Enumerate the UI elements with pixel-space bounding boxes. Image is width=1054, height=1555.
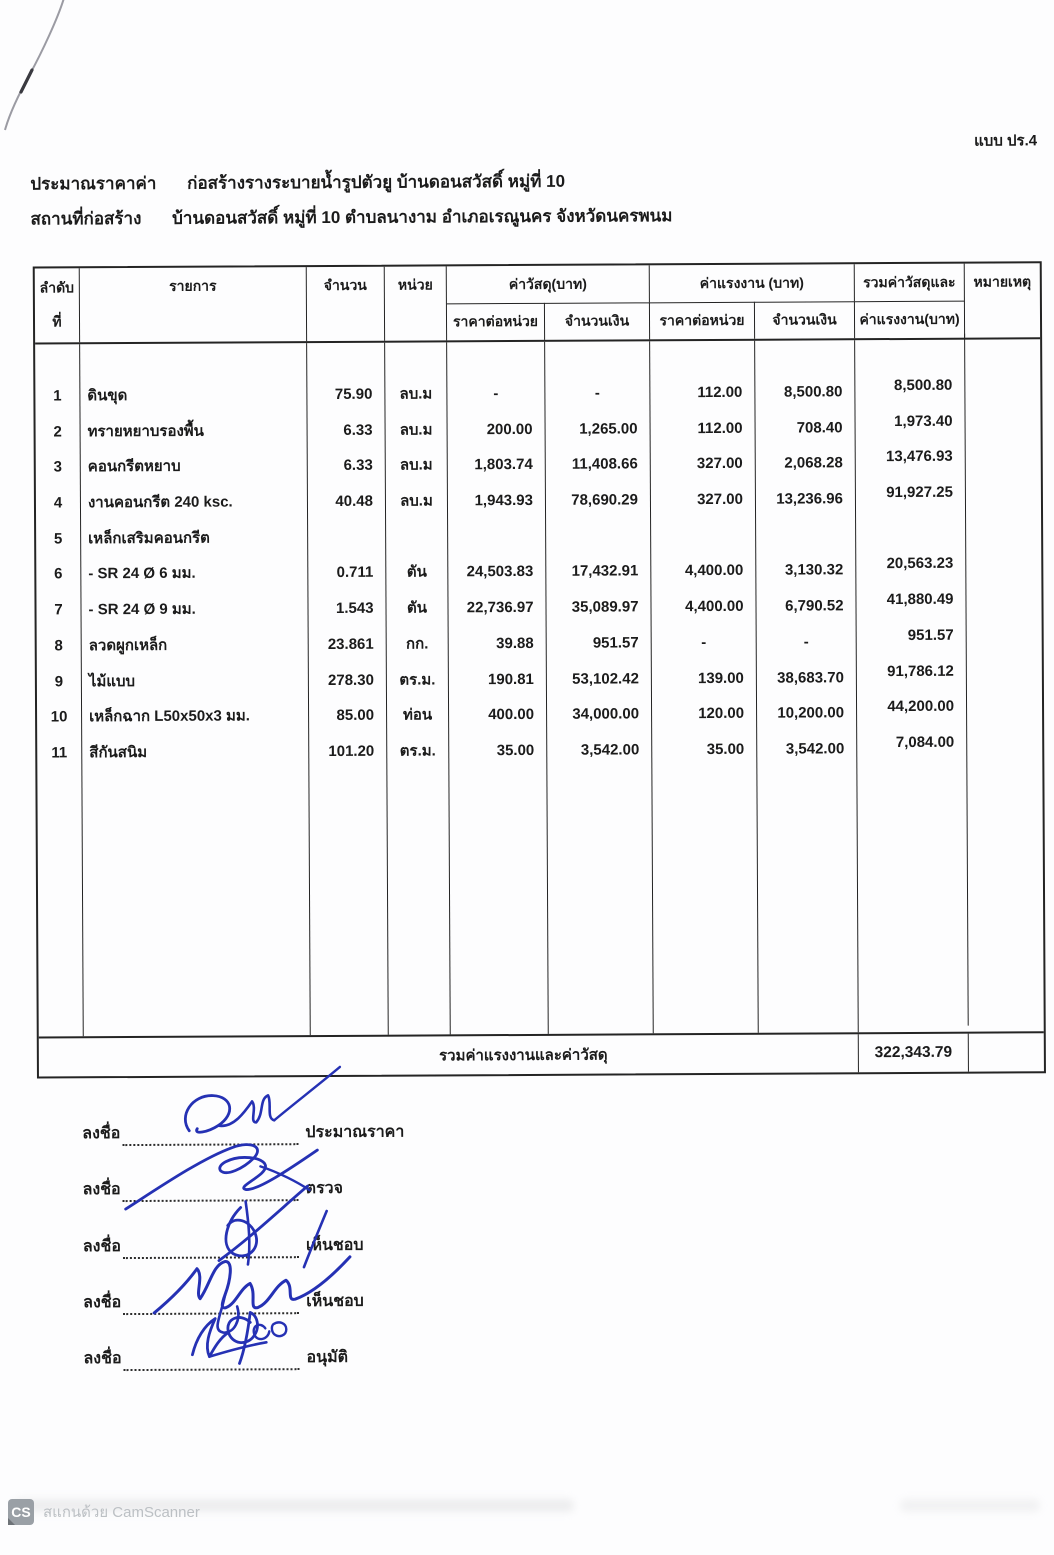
table-cell-item: ไม้แบบ [88, 672, 136, 690]
table-cell-mat_amount: 1,265.00 [579, 420, 638, 438]
header-qty: จำนวน [307, 267, 385, 341]
table-cell-total: 41,880.49 [886, 590, 954, 609]
table-cell-labor_unit [651, 518, 755, 554]
table-cell-labor_amount: 38,683.70 [777, 668, 844, 687]
signature-role: ตรวจ [305, 1180, 344, 1198]
table-cell-qty: 6.33 [343, 421, 373, 439]
table-column-item [80, 343, 311, 1036]
table-cell-remark [966, 480, 1041, 516]
table-cell-item: งานคอนกรีต 240 ksc. [87, 493, 233, 512]
table-cell-labor_unit: 35.00 [706, 740, 745, 758]
table-cell-item: - SR 24 Ø 9 มม. [88, 600, 196, 619]
table-cell-no: 5 [53, 530, 63, 548]
form-code: แบบ ปร.4 [974, 132, 1038, 150]
table-cell-item: เหล็กฉาก L50x50x3 มม. [89, 707, 250, 726]
signature-row [82, 1174, 502, 1202]
sign-label: ลงชื่อ [83, 1293, 122, 1312]
table-cell-item: ลวดผูกเหล็ก [88, 636, 168, 655]
table-cell-labor_amount: 708.40 [796, 418, 843, 437]
table-cell-total: 951.57 [907, 626, 954, 644]
project-title-line [30, 168, 565, 198]
table-cell-unit: ลบ.ม [399, 385, 433, 403]
table-cell-total [856, 510, 965, 546]
table-cell-total: 7,084.00 [895, 733, 955, 751]
table-cell-item: คอนกรีตหยาบ [87, 458, 181, 476]
table-total-row [39, 1031, 1044, 1076]
table-cell-mat_amount: 78,690.29 [571, 491, 638, 509]
table-cell-labor_unit: 327.00 [696, 455, 743, 473]
table-cell-remark [965, 373, 1040, 409]
table-cell-no: 1 [53, 387, 62, 405]
signature-role: อนุมัติ [306, 1349, 349, 1367]
table-column-mat_amount [545, 341, 654, 1034]
table-cell-labor_amount: 8,500.80 [783, 383, 843, 401]
table-cell-mat_unit: - [493, 385, 499, 403]
signature-dotted-line [122, 1124, 298, 1146]
table-header [35, 263, 1040, 344]
table-cell-unit: กก. [405, 635, 429, 653]
table-cell-mat_amount: 34,000.00 [572, 705, 640, 723]
table-cell-labor_unit: 120.00 [698, 705, 745, 723]
sign-label: ลงชื่อ [83, 1350, 122, 1368]
table-cell-no: 11 [51, 744, 68, 762]
table-cell-mat_amount: 17,432.91 [571, 562, 639, 581]
project-title-value: ก่อสร้างรางระบายน้ำรูปตัวยู บ้านดอนสวัสดิ์ หมู่ที่ 10 [187, 171, 566, 193]
table-cell-unit [386, 519, 447, 555]
location-label: สถานที่ก่อสร้าง [30, 208, 142, 229]
table-column-no [35, 344, 84, 1036]
table-cell-no: 9 [54, 672, 64, 690]
table-cell-qty: 85.00 [336, 706, 375, 725]
table-cell-remark [966, 516, 1041, 552]
header-no-line2: ที่ [52, 313, 62, 330]
table-cell-labor_unit: 4,400.00 [685, 597, 744, 616]
table-column-total [855, 334, 969, 1027]
table-cell-labor_amount: 10,200.00 [777, 704, 845, 722]
table-cell-item: ทรายหยาบรองพื้น [87, 422, 204, 440]
header-material-group: ค่าวัสดุ(บาท) [447, 265, 650, 303]
table-cell-unit: ตัน [406, 599, 428, 617]
table-cell-total: 20,563.23 [886, 555, 954, 573]
table-cell-mat_unit: 39.88 [496, 634, 534, 652]
table-cell-remark [966, 552, 1041, 588]
table-cell-item: เหล็กเสริมคอนกรีต [88, 529, 210, 548]
table-column-labor_amount [755, 340, 859, 1033]
cost-estimate-table [33, 261, 1046, 1078]
table-cell-remark [967, 730, 1042, 766]
table-cell-unit: ท่อน [402, 706, 433, 724]
table-cell-labor_amount [756, 517, 855, 553]
table-cell-mat_unit: 1,803.74 [474, 456, 533, 474]
table-cell-unit: ตัน [406, 563, 427, 582]
signature-dotted-line [123, 1180, 299, 1202]
table-cell-mat_amount: - [594, 384, 600, 402]
table-cell-mat_unit: 200.00 [486, 420, 533, 438]
table-cell-qty: 75.90 [334, 385, 373, 403]
table-cell-total: 91,927.25 [886, 483, 953, 502]
table-cell-unit: ลบ.ม [400, 492, 433, 510]
table-cell-labor_amount: 3,542.00 [785, 740, 845, 758]
table-cell-qty: 40.48 [335, 492, 374, 511]
total-label: รวมค่าแรงงานและค่าวัสดุ [39, 1034, 859, 1076]
table-cell-total: 8,500.80 [893, 376, 953, 395]
total-value: 322,343.79 [859, 1034, 969, 1073]
table-cell-remark [967, 623, 1042, 659]
camscanner-logo-icon: CS [8, 1499, 34, 1525]
table-cell-mat_unit: 22,736.97 [466, 599, 534, 617]
table-cell-labor_unit: - [701, 633, 707, 651]
table-cell-mat_amount: 951.57 [592, 634, 639, 652]
table-cell-remark [967, 694, 1042, 730]
table-cell-mat_unit: 190.81 [487, 670, 534, 688]
table-cell-mat_unit: 1,943.93 [474, 491, 534, 510]
table-cell-qty: 0.711 [336, 564, 374, 582]
project-title-label: ประมาณราคาค่า [30, 173, 157, 194]
signature-rows [82, 1118, 503, 1402]
header-unit: หน่วย [385, 266, 447, 340]
table-cell-no: 8 [54, 637, 63, 655]
header-total-line2: ค่าแรงงาน(บาท) [855, 301, 965, 339]
table-cell-mat_amount: 35,089.97 [571, 598, 639, 616]
header-labor-amount: จำนวนเงิน [755, 301, 855, 339]
scan-edge-artifact [900, 1499, 1040, 1512]
header-no [35, 268, 80, 342]
signature-dotted-line [123, 1237, 299, 1259]
signature-row [83, 1231, 503, 1259]
table-cell-item: สีกันสนิม [89, 743, 148, 762]
location-line [30, 202, 672, 232]
table-cell-remark [966, 587, 1041, 623]
table-cell-mat_unit: 35.00 [496, 741, 535, 759]
signature-row [82, 1118, 502, 1146]
table-cell-labor_unit: 112.00 [697, 419, 743, 437]
camscanner-watermark [8, 1499, 200, 1525]
table-cell-labor_amount: 6,790.52 [785, 597, 844, 615]
table-cell-unit: ตร.ม. [399, 670, 436, 689]
table-cell-unit: ตร.ม. [399, 742, 436, 760]
table-cell-labor_unit: 112.00 [697, 383, 743, 402]
signature-role: ประมาณราคา [305, 1123, 405, 1142]
header-remark: หมายเหตุ [973, 273, 1032, 290]
table-cell-qty: 23.861 [327, 635, 374, 653]
table-cell-qty: 6.33 [343, 457, 373, 475]
table-column-unit [385, 342, 451, 1034]
table-column-mat_unit [447, 342, 549, 1035]
signature-dotted-line [123, 1349, 299, 1371]
table-cell-no: 4 [53, 494, 63, 512]
table-cell-qty: 101.20 [328, 742, 375, 760]
table-cell-mat_amount: 3,542.00 [580, 741, 640, 759]
table-cell-labor_amount: 2,068.28 [784, 454, 843, 472]
header-no-line1: ลำดับ [39, 279, 75, 296]
header-item: รายการ [80, 267, 307, 342]
header-labor-group: ค่าแรงงาน (บาท) [650, 264, 855, 302]
table-cell-total: 44,200.00 [887, 697, 955, 716]
table-cell-qty: 1.543 [335, 599, 374, 618]
total-remark-cell [969, 1033, 1044, 1071]
table-cell-mat_amount: 11,408.66 [571, 455, 638, 474]
signature-role: เห็นชอบ [305, 1236, 364, 1254]
table-cell-labor_amount: - [803, 633, 809, 651]
location-value: บ้านดอนสวัสดิ์ หมู่ที่ 10 ตำบลนางาม อำเภอเรณูนคร จังหวัดนครพนม [172, 206, 673, 228]
signature-row [83, 1287, 503, 1315]
table-cell-total: 91,786.12 [887, 662, 954, 680]
table-cell-mat_unit: 24,503.83 [466, 563, 534, 581]
table-cell-unit: ลบ.ม [399, 456, 433, 475]
header-material-unit-price: ราคาต่อหน่วย [447, 303, 545, 341]
sign-label: ลงชื่อ [82, 1181, 121, 1199]
table-cell-labor_amount: 13,236.96 [776, 490, 843, 508]
header-material-amount: จำนวนเงิน [545, 302, 650, 340]
table-cell-labor_unit: 139.00 [697, 669, 744, 687]
table-cell-no: 2 [53, 423, 62, 441]
sign-label: ลงชื่อ [82, 1237, 121, 1255]
table-cell-labor_unit: 4,400.00 [684, 562, 744, 580]
table-cell-mat_amount: 53,102.42 [572, 669, 639, 688]
header-total-line1: รวมค่าวัสดุและ [855, 264, 965, 302]
table-cell-mat_unit [448, 519, 545, 555]
table-cell-no: 3 [53, 458, 62, 476]
table-column-qty [307, 343, 389, 1035]
table-cell-qty: 278.30 [327, 671, 374, 689]
table-cell-labor_unit: 327.00 [697, 490, 743, 509]
table-cell-no: 10 [50, 708, 68, 726]
table-cell-no: 6 [54, 565, 63, 583]
table-body [35, 339, 1044, 1036]
table-cell-mat_unit: 400.00 [488, 706, 535, 724]
signature-dotted-line [123, 1293, 299, 1315]
table-cell-item: - SR 24 Ø 6 มม. [88, 565, 196, 583]
table-cell-qty [308, 519, 385, 555]
table-cell-no: 7 [54, 601, 63, 619]
table-cell-labor_amount: 3,130.32 [784, 561, 844, 580]
table-cell-total: 13,476.93 [885, 448, 953, 466]
table-cell-remark [966, 445, 1041, 481]
table-cell-mat_amount [546, 518, 650, 554]
signature-row [83, 1343, 503, 1371]
header-labor-unit-price: ราคาต่อหน่วย [650, 302, 755, 340]
table-cell-total: 1,973.40 [894, 412, 953, 430]
table-column-labor_unit [650, 341, 759, 1034]
table-cell-remark [965, 409, 1040, 445]
table-cell-remark [967, 659, 1042, 695]
table-column-remark [965, 339, 1044, 1031]
table-cell-item: ดินขุด [87, 387, 128, 405]
camscanner-text: สแกนด้วย CamScanner [43, 1504, 200, 1521]
signature-role: เห็นชอบ [306, 1292, 364, 1311]
table-cell-unit: ลบ.ม [399, 421, 433, 439]
sign-label: ลงชื่อ [82, 1125, 121, 1143]
